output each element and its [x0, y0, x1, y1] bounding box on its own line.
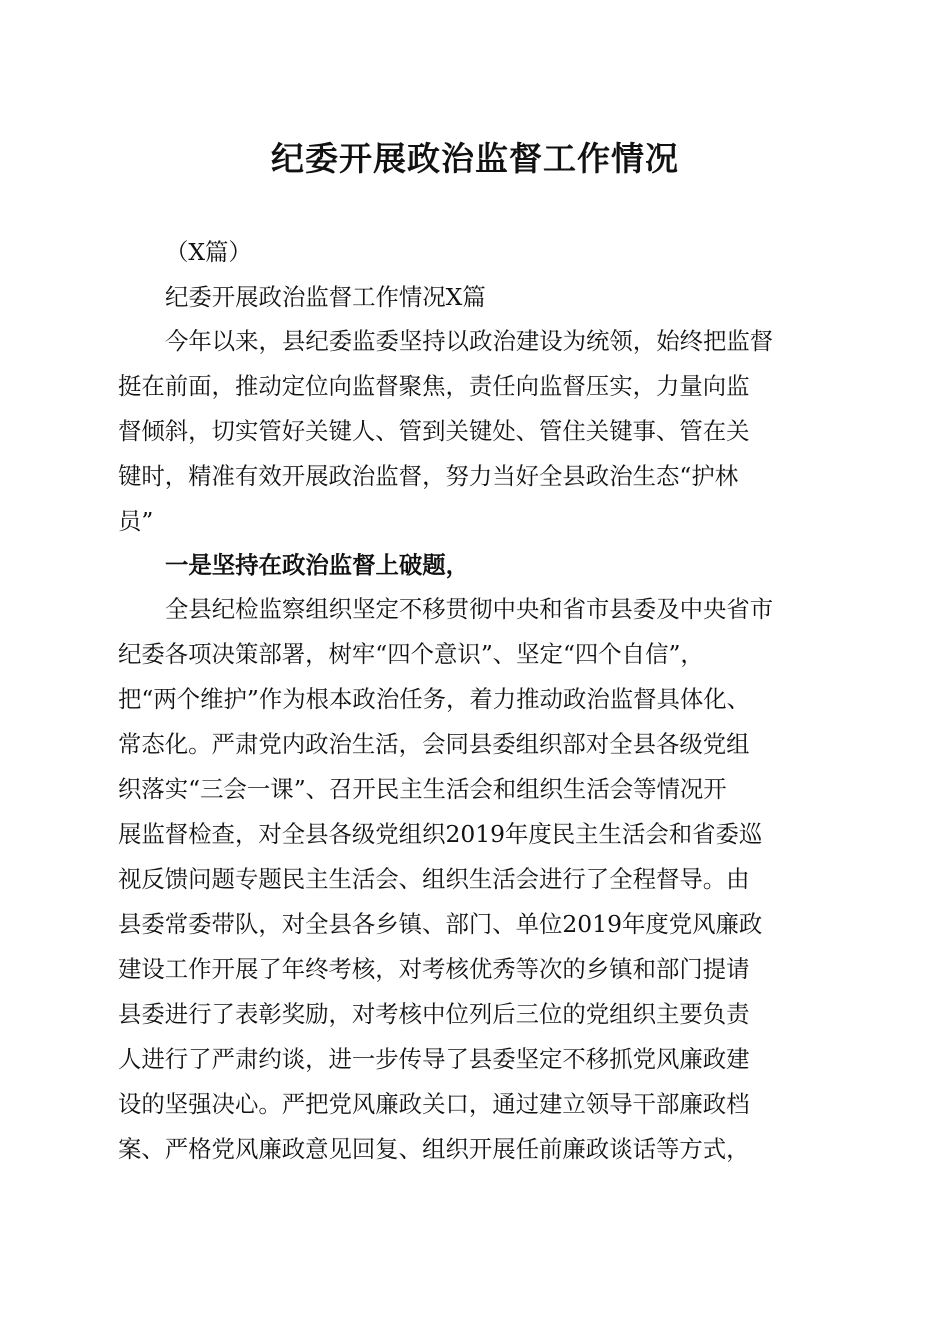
intro-line: 键时，精准有效开展政治监督，努力当好全县政治生态“护林 [118, 462, 739, 490]
body-line: 把“两个维护”作为根本政治任务，着力推动政治监督具体化、 [118, 685, 751, 713]
document-subtitle: （X篇） [165, 238, 252, 266]
body-line: 人进行了严肃约谈，进一步传导了县委坚定不移抓党风廉政建 [118, 1045, 750, 1073]
intro-line: 督倾斜，切实管好关键人、管到关键处、管住关键事、管在关 [118, 417, 750, 445]
intro-line: 挺在前面，推动定位向监督聚焦，责任向监督压实，力量向监 [118, 372, 750, 400]
body-line: 全县纪检监察组织坚定不移贯彻中央和省市县委及中央省市 [165, 595, 774, 623]
body-line: 设的坚强决心。严把党风廉政关口，通过建立领导干部廉政档 [118, 1090, 750, 1118]
body-line: 织落实“三会一课”、召开民主生活会和组织生活会等情况开 [118, 775, 727, 803]
body-line: 县委常委带队，对全县各乡镇、部门、单位2019年度党风廉政 [118, 910, 763, 938]
body-line: 视反馈问题专题民主生活会、组织生活会进行了全程督导。由 [118, 865, 750, 893]
body-line: 常态化。严肃党内政治生活，会同县委组织部对全县各级党组 [118, 730, 750, 758]
intro-line: 员” [118, 507, 154, 535]
document-title: 纪委开展政治监督工作情况 [271, 139, 679, 178]
intro-line: 今年以来，县纪委监委坚持以政治建设为统领，始终把监督 [165, 327, 774, 355]
body-line: 县委进行了表彰奖励，对考核中位列后三位的党组织主要负责 [118, 1000, 750, 1028]
body-line: 案、严格党风廉政意见回复、组织开展任前廉政谈话等方式， [118, 1135, 750, 1163]
body-line: 建设工作开展了年终考核，对考核优秀等次的乡镇和部门提请 [118, 955, 750, 983]
body-line: 展监督检查，对全县各级党组织2019年度民主生活会和省委巡 [118, 820, 763, 848]
body-line: 纪委各项决策部署，树牢“四个意识”、坚定“四个自信”， [118, 640, 704, 668]
section-title: 一是坚持在政治监督上破题， [165, 551, 470, 579]
document-heading: 纪委开展政治监督工作情况X篇 [165, 283, 486, 311]
